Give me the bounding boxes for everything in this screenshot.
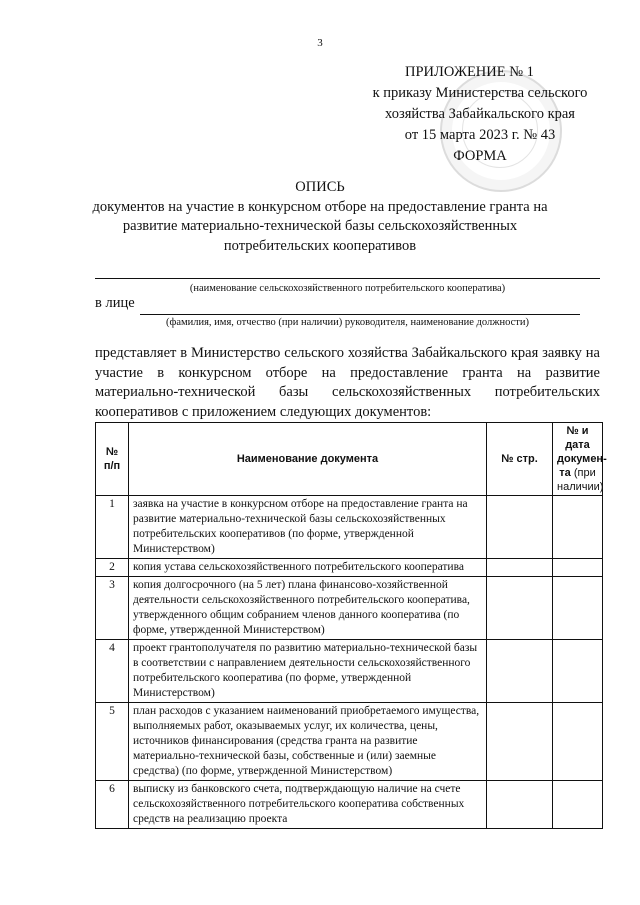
- row-page-cell[interactable]: [487, 577, 553, 640]
- row-number: 3: [96, 577, 129, 640]
- representative-label: в лице: [95, 295, 135, 311]
- row-docnum-cell[interactable]: [553, 496, 603, 559]
- table-row: [96, 781, 603, 829]
- representative-caption: (фамилия, имя, отчество (при наличии) руководителя, наименование должности): [166, 317, 529, 328]
- appendix-date-line: от 15 марта 2023 г. № 43: [404, 127, 556, 143]
- row-docnum-cell[interactable]: [553, 640, 603, 703]
- row-page-cell[interactable]: [487, 496, 553, 559]
- row-document-name: копия устава сельскохозяйственного потребительского кооператива: [129, 559, 487, 577]
- row-document-name: копия долгосрочного (на 5 лет) плана финансово-хозяйственной деятельности сельскохозяйственного потребительского кооператива, утвержденного общим собранием членов данного кооператива (по форме, утвержденной Министерством): [129, 577, 487, 640]
- row-page-cell[interactable]: [487, 559, 553, 577]
- header-document-number-date: [553, 423, 607, 496]
- row-page-cell[interactable]: [487, 781, 553, 829]
- appendix-ministry-line: хозяйства Забайкальского края: [385, 106, 575, 122]
- document-title: ОПИСЬ: [295, 179, 345, 195]
- documents-table: [95, 422, 607, 829]
- header-document-name: Наименование документа: [129, 423, 487, 496]
- header-docnum-bold: № и дата докумен-та: [557, 425, 607, 479]
- representative-field[interactable]: [140, 313, 580, 315]
- table-row: [96, 496, 603, 559]
- header-number: [96, 423, 129, 496]
- page-number: 3: [317, 37, 323, 49]
- row-document-name: выписку из банковского счета, подтверждающую наличие на счете сельскохозяйственного потребительского кооператива собственных средств на реализацию проекта: [129, 781, 487, 829]
- row-number: 4: [96, 640, 129, 703]
- row-page-cell[interactable]: [487, 703, 553, 781]
- row-docnum-cell[interactable]: [553, 577, 603, 640]
- table-row: [96, 577, 603, 640]
- intro-text-last-line: кооперативов с приложением следующих документов:: [95, 403, 432, 420]
- appendix-order-line: к приказу Министерства сельского: [372, 85, 588, 101]
- row-number: 1: [96, 496, 129, 559]
- row-number: 5: [96, 703, 129, 781]
- row-number: 6: [96, 781, 129, 829]
- row-document-name: план расходов с указанием наименований приобретаемого имущества, выполняемых работ, оказываемых услуг, их количества, цены, источников финансирования (средства гранта на развитие материально-технической базы, собственные и (или) заемные средства) (по форме, утвержденной Министерством): [129, 703, 487, 781]
- appendix-title: ПРИЛОЖЕНИЕ № 1: [405, 64, 534, 80]
- row-page-cell[interactable]: [487, 640, 553, 703]
- table-row: [96, 703, 603, 781]
- row-docnum-cell[interactable]: [553, 781, 603, 829]
- header-number-line-1: №: [105, 446, 119, 458]
- row-document-name: заявка на участие в конкурсном отборе на предоставление гранта на развитие материально-технической базы сельскохозяйственных потребительских кооперативов (по форме, утвержденной Министерством): [129, 496, 487, 559]
- table-row: [96, 559, 603, 577]
- form-label: ФОРМА: [453, 148, 507, 164]
- cooperative-name-field[interactable]: [95, 277, 600, 279]
- appendix-header: [340, 62, 620, 167]
- cooperative-name-caption: (наименование сельскохозяйственного потребительского кооператива): [189, 283, 506, 294]
- table-header-row: [96, 423, 603, 496]
- document-subtitle-line-1: документов на участие в конкурсном отборе на предоставление гранта на: [92, 198, 548, 215]
- table-row: [96, 640, 603, 703]
- row-number: 2: [96, 559, 129, 577]
- row-docnum-cell[interactable]: [553, 703, 603, 781]
- document-subtitle-line-2: развитие материально-технической базы сельскохозяйственных: [122, 218, 518, 234]
- document-subtitle-line-3: потребительских кооперативов: [223, 237, 417, 254]
- header-docnum-normal: (при наличии): [557, 467, 604, 493]
- row-docnum-cell[interactable]: [553, 559, 603, 577]
- header-number-line-2: п/п: [103, 460, 121, 472]
- document-title-block: [60, 178, 580, 256]
- row-document-name: проект грантополучателя по развитию материально-технической базы в соответствии с направлением деятельности сельскохозяйственного потребительского кооператива (по форме, утвержденной Министерством): [129, 640, 487, 703]
- intro-paragraph: [95, 344, 600, 422]
- header-page-number: № стр.: [487, 423, 553, 496]
- intro-text: представляет в Министерство сельского хозяйства Забайкальского края заявку на участие в конкурсном отборе на предоставление гранта на развитие материально-технической базы сельскохозяйственных потребительских: [95, 345, 600, 400]
